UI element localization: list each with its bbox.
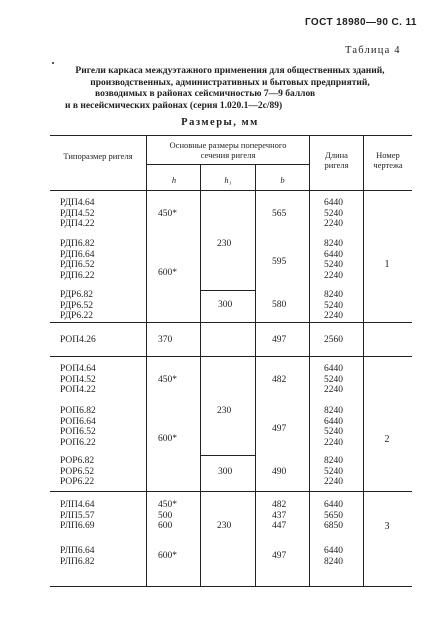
header-bottom-rule [50, 190, 412, 191]
col-header-length-1: Длина [325, 150, 348, 160]
group-2-h: 600* [158, 268, 177, 278]
title-line-4: и в несейсмических районах (серия 1.020.1—2с/89) [65, 100, 283, 111]
col-header-drawing-2: чертежа [373, 160, 403, 170]
group-6-types: РОП6.82 РОП6.64 РОП6.52 РОП6.22 [60, 406, 96, 448]
group-1-types: РДП4.64 РДП4.52 РДП4.22 [60, 198, 95, 229]
group-9-h: 600* [158, 551, 177, 561]
group-8-types: РЛП4.64 РЛП5.57 РЛП6.69 [60, 500, 95, 531]
group-8-h: 450* 500 600 [158, 500, 177, 531]
group-1-2-h1: 230 [217, 239, 232, 249]
group-7-h1: 300 [218, 467, 233, 477]
standard-number: ГОСТ 18980—90 С. 11 [305, 17, 417, 28]
table-bottom-rule [50, 586, 412, 587]
col-header-length-2: ригеля [324, 160, 349, 170]
group-3-lengths: 8240 5240 2240 [324, 290, 343, 321]
group-5-types: РОП4.64 РОП4.52 РОП4.22 [60, 364, 96, 395]
col-header-h: h [171, 175, 177, 185]
group-6-b: 497 [272, 424, 287, 434]
group-2-b: 595 [272, 257, 287, 267]
title-line-1: Ригели каркаса междуэтажного применения для общественных зданий, [75, 66, 385, 76]
units-subtitle: Размеры, мм [181, 117, 259, 128]
drawing-number-2: 2 [384, 434, 390, 445]
row-rule-2 [50, 356, 412, 357]
group-3-types: РДР6.82 РДР6.52 РДР6.22 [60, 290, 93, 321]
group-1-b: 565 [272, 209, 287, 219]
group-3-h1: 300 [218, 300, 233, 310]
row-rule-3 [50, 491, 412, 492]
group-5-lengths: 6440 5240 2240 [324, 364, 343, 395]
group-9-types: РЛП6.64 РЛП6.82 [60, 546, 95, 567]
drawing-number-3: 3 [384, 521, 390, 532]
col-header-section-2: сечения ригеля [200, 150, 256, 160]
table-title [55, 66, 405, 112]
group-8-lengths: 6440 5650 6850 [324, 500, 343, 531]
group-3-b: 580 [272, 300, 287, 310]
h1-rule-b [200, 455, 255, 456]
scan-mark [52, 62, 54, 64]
col-header-drawing-1: Номер [376, 150, 400, 160]
group-5-h: 450* [158, 375, 177, 385]
group-5-b: 482 [272, 375, 287, 385]
group-7-lengths: 8240 5240 2240 [324, 456, 343, 487]
group-9-lengths: 6440 8240 [324, 546, 343, 567]
group-4-type: РОП4.26 [60, 335, 96, 345]
col-divider-1 [146, 135, 147, 586]
col-header-type: Типоразмер ригеля [63, 151, 133, 161]
col-header-section-1: Основные размеры поперечного [169, 140, 287, 150]
h1-rule-a [200, 290, 255, 291]
title-line-3: возводимых в районах сейсмичностью 7—9 баллов [95, 89, 316, 99]
col-divider-5 [363, 135, 364, 586]
group-8-b: 482 437 447 [272, 500, 287, 531]
col-divider-3 [255, 164, 256, 586]
col-header-b: b [280, 175, 285, 185]
group-1-h: 450* [158, 209, 177, 219]
group-1-lengths: 6440 5240 2240 [324, 198, 343, 229]
col-header-h1: h₁ [224, 175, 232, 185]
group-9-b: 497 [272, 551, 287, 561]
group-4-b: 497 [272, 335, 287, 345]
group-6-h: 600* [158, 434, 177, 444]
table-number: Таблица 4 [345, 45, 401, 56]
group-5-6-h1: 230 [217, 406, 232, 416]
group-6-lengths: 8240 6440 5240 2240 [324, 406, 343, 448]
group-4-h: 370 [158, 335, 173, 345]
group-2-lengths: 8240 6440 5240 2240 [324, 239, 343, 281]
col-divider-4 [309, 135, 310, 586]
group-4-length: 2560 [324, 335, 343, 345]
col-divider-2 [200, 164, 201, 586]
table-top-rule [50, 135, 412, 136]
title-line-2: производственных, административных и бытовых предприятий, [90, 77, 370, 88]
row-rule-1 [50, 322, 412, 323]
group-7-b: 490 [272, 467, 287, 477]
header-mid-rule [146, 164, 309, 165]
group-2-types: РДП6.82 РДП6.64 РДП6.52 РДП6.22 [60, 239, 95, 281]
drawing-number-1: 1 [384, 259, 390, 270]
group-8-h1: 230 [217, 521, 232, 531]
group-7-types: РОР6.82 РОР6.52 РОР6.22 [60, 456, 95, 487]
